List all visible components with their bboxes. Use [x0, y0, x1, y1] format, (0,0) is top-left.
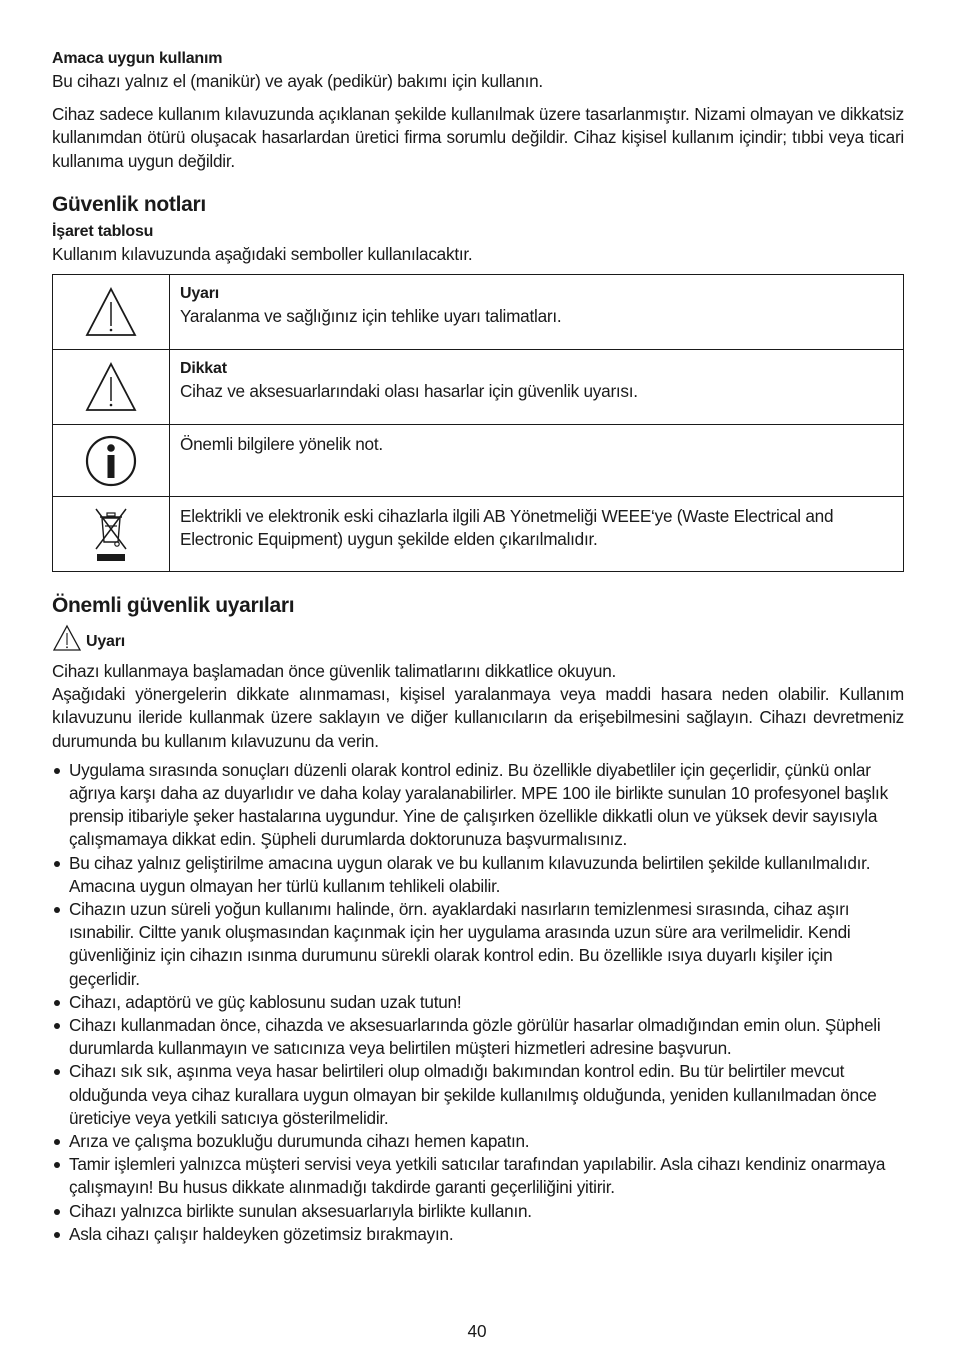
intended-use-paragraph: Cihaz sadece kullanım kılavuzunda açıklanan şekilde kullanılmak üzere tasarlanmıştır. Nizami olmayan ve dikkatsiz kullanımdan ötürü oluşacak hasarlardan üretici firma sorumlu değildir. Cihaz kişisel kullanım içindir; tıbbi veya ticari kullanıma uygun değildir.: [52, 104, 904, 171]
important-warnings-heading: Önemli güvenlik uyarıları: [52, 594, 295, 618]
symbol-table: [52, 274, 904, 572]
warnings-list: [52, 759, 904, 1246]
symbol-table-intro: Kullanım kılavuzunda aşağıdaki semboller kullanılacaktır.: [52, 243, 473, 264]
list-item: Cihazı sık sık, aşınma veya hasar belirtileri olup olmadığı bakımından kontrol edin. Bu tür belirtiler mevcut olduğunda veya cihaz kurallara uygun olmayan bir şekilde kullanılmış olduğunda, yeniden kullanılmadan önce üreticiye veya yetkili satıcıya gösterilmelidir.: [52, 1060, 904, 1130]
list-item: Uygulama sırasında sonuçları düzenli olarak kontrol ediniz. Bu özellikle diyabetliler için geçerlidir, çünkü onlar ağrıya karşı daha az duyarlıdır ve daha kolay yaralanabilirler. MPE 100 ile birlikte sunulan 10 profesyonel başlık prensip itibariyle şeker hastalarına uygundur. Yine de çalışırken özellikle dikkatli olun ve yüksek devir sayısıyla çalışmamaya dikkat edin. Şüpheli durumlarda doktorunuza başvurmalısınız.: [52, 759, 904, 852]
list-item: Cihazın uzun süreli yoğun kullanımı halinde, örn. ayaklardaki nasırların temizlenmesi sırasında, cihaz aşırı ısınabilir. Ciltte yanık oluşmasından kaçınmak için her uygulama arasında uzun süre ara verilmelidir. Kendi güvenliğiniz için cihazın ısınma durumunu sürekli olarak kontrol edin. Bu özellikle ısıya duyarlı kişiler için geçerlidir.: [52, 898, 904, 991]
page-number: 40: [467, 1321, 487, 1341]
warning-triangle-icon: [84, 361, 138, 413]
list-item: Cihazı kullanmadan önce, cihazda ve aksesuarlarında gözle görülür hasarlar olmadığından emin olun. Şüpheli durumlarda kullanmayın ve satıcınıza veya belirtilen müşteri hizmetleri adresine başvurun.: [52, 1014, 904, 1060]
list-item: Tamir işlemleri yalnızca müşteri servisi veya yetkili satıcılar tarafından yapılabilir. Asla cihazı kendiniz onarmaya çalışmayın! Bu husus dikkate alınmadığı takdirde garanti geçerliliğini yitirir.: [52, 1153, 904, 1199]
warning-triangle-icon: [84, 286, 138, 338]
symbol-row: [53, 350, 904, 425]
intended-use-heading: Amaca uygun kullanım: [52, 50, 223, 67]
symbol-table-heading: İşaret tablosu: [52, 222, 154, 240]
safety-notes-heading: Güvenlik notları: [52, 192, 206, 216]
warnings-intro-line: Aşağıdaki yönergelerin dikkate alınmaması, kişisel yaralanmaya veya maddi hasara neden olabilir. Kullanım kılavuzunu ileride kullanmak üzere saklayın ve diğer kullanıcıların da erişebilmesini sağlayın. Cihazı devretmeniz durumunda bu kullanım kılavuzunu da verin.: [52, 684, 904, 751]
document-page: [52, 48, 904, 1246]
warning-label: Uyarı: [86, 633, 126, 651]
info-circle-icon: [84, 434, 138, 488]
warning-triangle-icon: [52, 624, 82, 652]
weee-crossed-bin-icon: [91, 506, 131, 562]
warnings-intro-line: Cihazı kullanmaya başlamadan önce güvenlik talimatlarını dikkatlice okuyun.: [52, 661, 617, 682]
list-item: Bu cihaz yalnız geliştirilme amacına uygun olarak ve bu kullanım kılavuzunda belirtilen şekilde kullanılmalıdır. Amacına uygun olmayan her türlü kullanım tehlikeli olabilir.: [52, 852, 904, 898]
list-item: Arıza ve çalışma bozukluğu durumunda cihazı hemen kapatın.: [52, 1130, 904, 1153]
symbol-description: Yaralanma ve sağlığınız için tehlike uyarı talimatları.: [180, 306, 562, 327]
intended-use-paragraph: Bu cihazı yalnız el (manikür) ve ayak (pedikür) bakımı için kullanın.: [52, 71, 543, 91]
list-item: Cihazı yalnızca birlikte sunulan aksesuarlarıyla birlikte kullanın.: [52, 1200, 904, 1223]
symbol-row: [53, 497, 904, 572]
list-item: Cihazı, adaptörü ve güç kablosunu sudan uzak tutun!: [52, 991, 904, 1014]
warning-label-row: [52, 624, 904, 652]
symbol-row: [53, 425, 904, 497]
list-item: Asla cihazı çalışır haldeyken gözetimsiz bırakmayın.: [52, 1223, 904, 1246]
symbol-description: Cihaz ve aksesuarlarındaki olası hasarlar için güvenlik uyarısı.: [180, 381, 638, 402]
symbol-description: Önemli bilgilere yönelik not.: [180, 434, 383, 455]
symbol-description: Elektrikli ve elektronik eski cihazlarla ilgili AB Yönetmeliği WEEE‘ye (Waste Electrical and Electronic Equipment) uygun şekilde elden çıkarılmalıdır.: [180, 506, 834, 550]
symbol-row: [53, 275, 904, 350]
symbol-title: Uyarı: [180, 285, 220, 303]
symbol-title: Dikkat: [180, 360, 227, 378]
